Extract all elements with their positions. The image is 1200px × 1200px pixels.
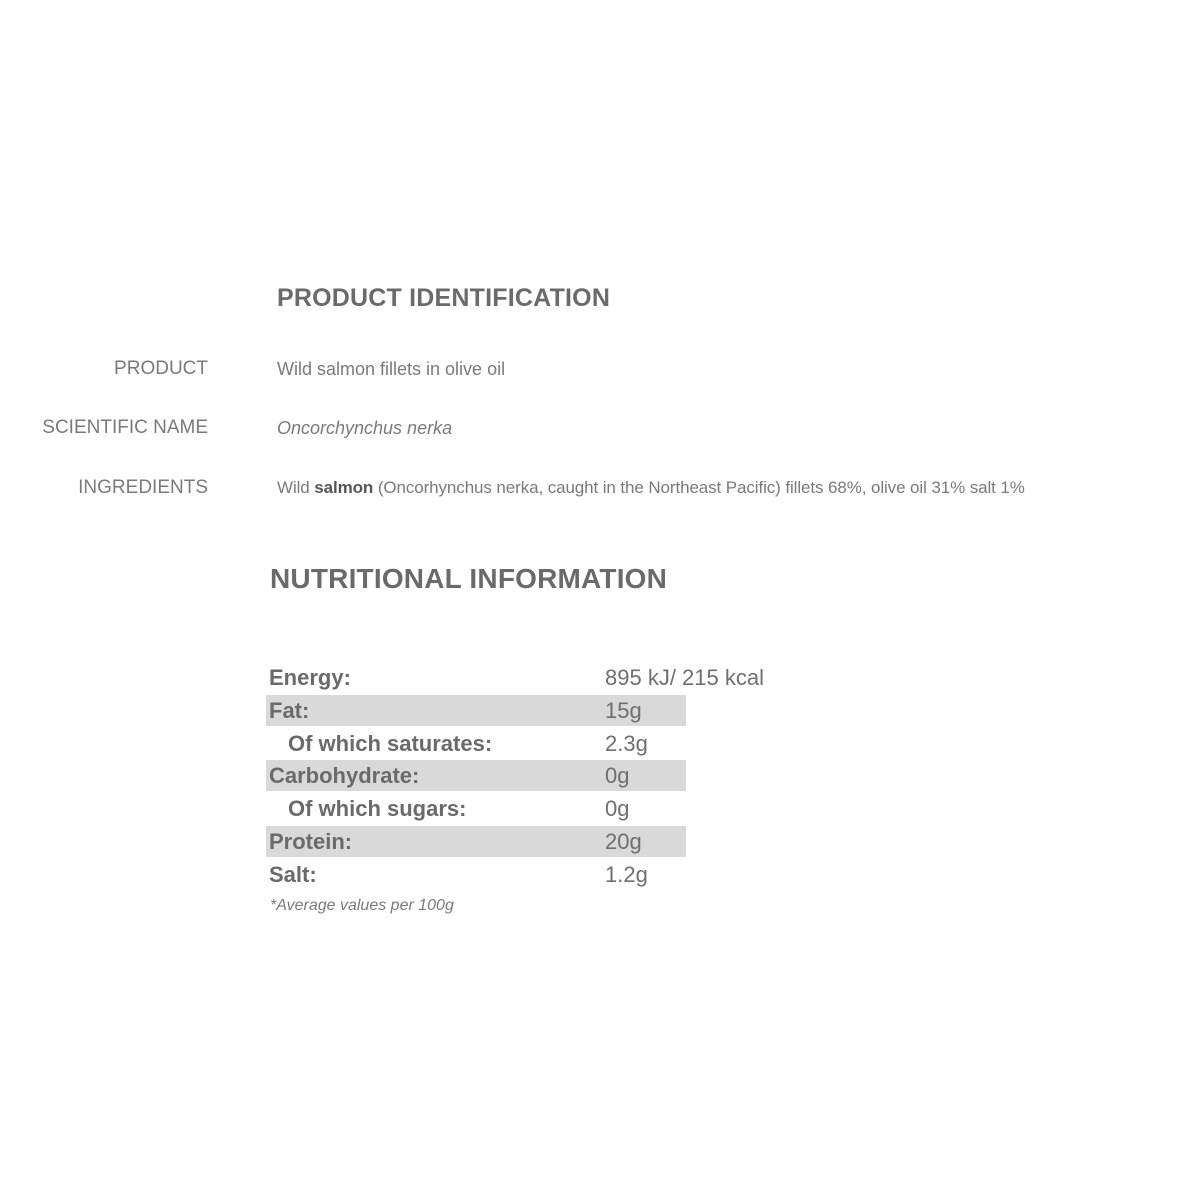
- nutrition-row: [266, 825, 786, 858]
- nutritional-information-heading: NUTRITIONAL INFORMATION: [270, 563, 668, 594]
- nutrient-label: Energy:: [269, 665, 351, 690]
- nutrition-row: [266, 694, 786, 727]
- product-label: PRODUCT: [114, 358, 208, 379]
- ingredients-text-start: Wild: [277, 478, 315, 497]
- nutrient-label: Of which saturates:: [288, 730, 493, 756]
- nutrition-row: [266, 759, 786, 792]
- nutrient-label: Protein:: [269, 828, 353, 854]
- product-identification-heading: PRODUCT IDENTIFICATION: [277, 284, 611, 312]
- nutrition-row: [266, 727, 786, 760]
- ingredients-allergen: salmon: [314, 478, 374, 497]
- scientific-name-value: Oncorchynchus nerka: [277, 418, 453, 438]
- nutrient-label: Carbohydrate:: [269, 763, 420, 789]
- ingredients-label: INGREDIENTS: [78, 477, 208, 498]
- nutrient-value: 20g: [605, 828, 642, 854]
- nutrition-row: [266, 661, 786, 694]
- nutrient-value: 0g: [605, 796, 630, 822]
- nutrient-value: 895 kJ/ 215 kcal: [605, 665, 764, 690]
- scientific-name-row: [0, 413, 1200, 443]
- nutrient-label: Of which sugars:: [288, 796, 467, 822]
- nutrition-row: [266, 858, 786, 891]
- nutrient-value: 0g: [605, 763, 630, 789]
- ingredients-text-end: (Oncorhynchus nerka, caught in the Northeast Pacific) fillets 68%, olive oil 31% salt 1%: [373, 478, 1025, 497]
- scientific-name-label: SCIENTIFIC NAME: [42, 417, 208, 438]
- ingredients-row: [0, 473, 1200, 503]
- nutrient-label: Salt:: [269, 861, 317, 887]
- product-value: Wild salmon fillets in olive oil: [277, 359, 506, 379]
- nutrition-table: [266, 661, 786, 891]
- nutrient-value: 1.2g: [605, 861, 648, 887]
- product-row: [0, 354, 1200, 384]
- ingredients-value: [277, 473, 1025, 503]
- nutrient-value: 15g: [605, 697, 642, 723]
- nutrition-row: [266, 792, 786, 825]
- nutrition-footnote: *Average values per 100g: [270, 897, 454, 914]
- nutrient-value: 2.3g: [605, 730, 648, 756]
- nutrient-label: Fat:: [269, 697, 310, 723]
